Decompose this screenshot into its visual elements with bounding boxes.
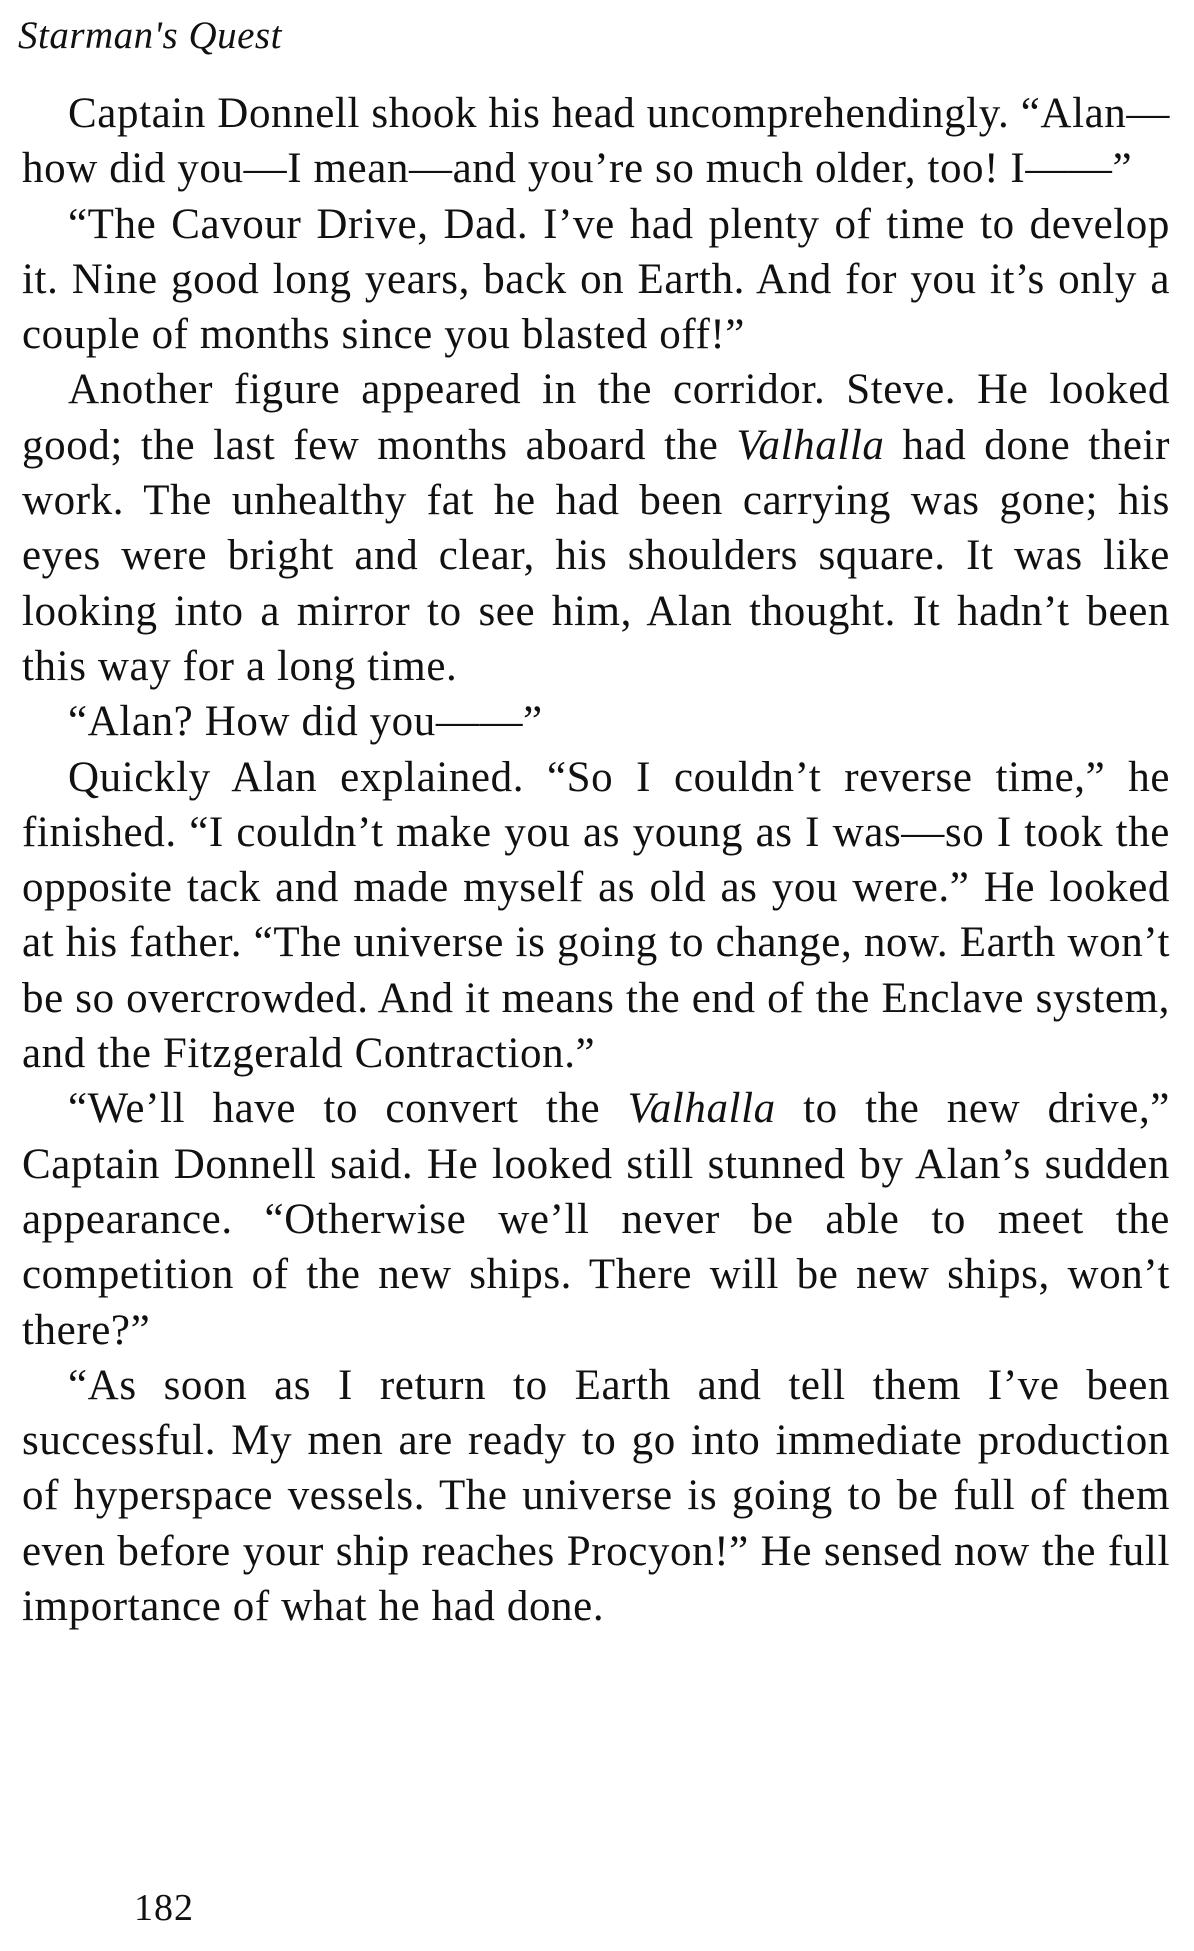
paragraph: “As soon as I return to Earth and tell them I’ve been successful. My men are ready to go into immediate production of hyperspace vessels. The universe is going to be full of them even before your ship reaches Procyon!” He sensed now the full importance of what he had done.: [22, 1361, 1170, 1631]
ship-name: Valhalla: [736, 421, 885, 469]
paragraph: “We’ll have to convert the Valhalla to the new drive,” Captain Donnell said. He looked still stunned by Alan’s sudden appearance. “Otherwise we’ll never be able to meet the competition of the new ships. There will be new ships, won’t there?”: [22, 1085, 1170, 1354]
paragraph: “Alan? How did you——”: [68, 698, 543, 746]
page-number: 182: [134, 1887, 194, 1929]
paragraph: Another figure appeared in the corridor. Steve. He looked good; the last few months aboard the Valhalla had done their work. The unhealthy fat he had been carrying was gone; his eyes were bright and clear, his shoulders square. It was like looking into a mirror to see him, Alan thought. It hadn’t been this way for a long time.: [22, 366, 1170, 690]
ship-name: Valhalla: [627, 1085, 776, 1133]
body-text: [22, 86, 1170, 1634]
running-head: Starman's Quest: [18, 14, 282, 57]
paragraph: “The Cavour Drive, Dad. I’ve had plenty of time to develop it. Nine good long years, back on Earth. And for you it’s only a couple of months since you blasted off!”: [22, 200, 1170, 359]
paragraph: Quickly Alan explained. “So I couldn’t reverse time,” he finished. “I couldn’t make you as young as I was—so I took the opposite tack and made myself as old as you were.” He looked at his father. “The universe is going to change, now. Earth won’t be so overcrowded. And it means the end of the Enclave system, and the Fitzgerald Contraction.”: [22, 753, 1170, 1078]
paragraph: Captain Donnell shook his head uncomprehendingly. “Alan—how did you—I mean—and you’re so much older, too! I——”: [22, 90, 1171, 193]
